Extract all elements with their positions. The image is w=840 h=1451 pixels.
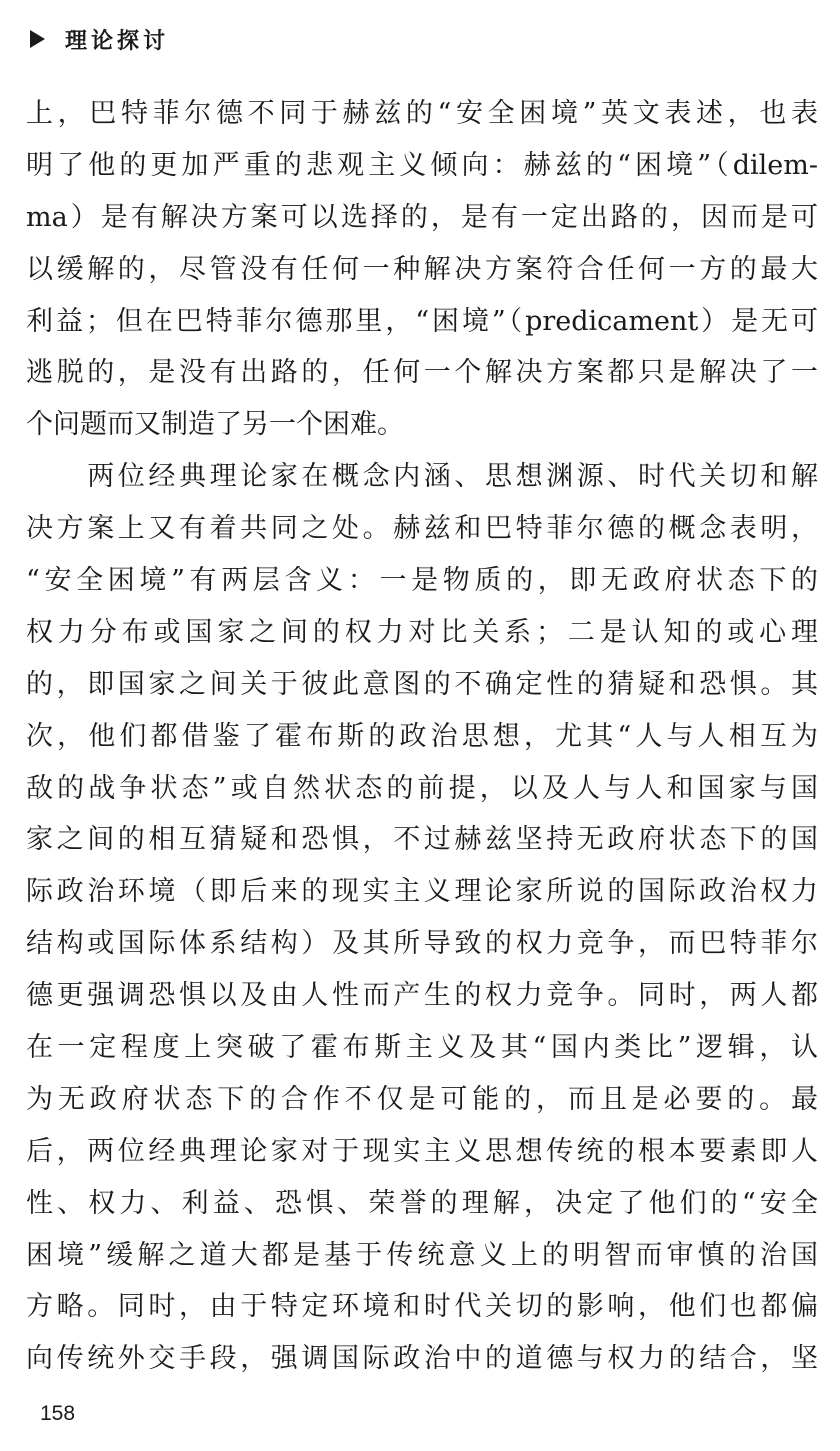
text-line: 困境”缓解之道大都是基于传统意义上的明智而审慎的治国 <box>26 1239 818 1271</box>
text-line: 个问题而又制造了另一个困难。 <box>26 409 404 441</box>
text-line: 家之间的相互猜疑和恐惧，不过赫兹坚持无政府状态下的国 <box>26 824 818 856</box>
text-line: 方略。同时，由于特定环境和时代关切的影响，他们也都偏 <box>26 1291 818 1323</box>
text-line: 以缓解的，尽管没有任何一种解决方案符合任何一方的最大 <box>26 253 818 285</box>
text-line: 决方案上又有着共同之处。赫兹和巴特菲尔德的概念表明， <box>26 513 818 545</box>
page-number: 158 <box>40 1402 76 1425</box>
text-line: 向传统外交手段，强调国际政治中的道德与权力的结合，坚 <box>26 1343 818 1375</box>
text-line: 权力分布或国家之间的权力对比关系；二是认知的或心理 <box>26 616 818 648</box>
section-title: 理论探讨 <box>65 28 170 54</box>
text-line: 际政治环境（即后来的现实主义理论家所说的国际政治权力 <box>26 876 818 908</box>
text-line: 两位经典理论家在概念内涵、思想渊源、时代关切和解 <box>26 461 818 493</box>
triangle-right-icon <box>30 30 45 48</box>
running-header <box>30 24 169 54</box>
text-line: 敌的战争状态”或自然状态的前提，以及人与人和国家与国 <box>26 772 818 804</box>
body-text <box>26 88 818 1385</box>
text-line: 在一定程度上突破了霍布斯主义及其“国内类比”逻辑，认 <box>26 1032 818 1064</box>
text-line: ma）是有解决方案可以选择的，是有一定出路的，因而是可 <box>26 201 818 233</box>
text-line: 的，即国家之间关于彼此意图的不确定性的猜疑和恐惧。其 <box>26 668 818 700</box>
text-line: 结构或国际体系结构）及其所导致的权力竞争，而巴特菲尔 <box>26 928 818 960</box>
text-line: 为无政府状态下的合作不仅是可能的，而且是必要的。最 <box>26 1083 818 1115</box>
text-line: 上，巴特菲尔德不同于赫兹的“安全困境”英文表述，也表 <box>26 98 818 129</box>
text-line: “安全困境”有两层含义：一是物质的，即无政府状态下的 <box>26 565 818 597</box>
text-line: 性、权力、利益、恐惧、荣誉的理解，决定了他们的“安全 <box>26 1187 818 1219</box>
text-line: 次，他们都借鉴了霍布斯的政治思想，尤其“人与人相互为 <box>26 720 818 752</box>
text-line: 德更强调恐惧以及由人性而产生的权力竞争。同时，两人都 <box>26 980 818 1012</box>
text-line: 明了他的更加严重的悲观主义倾向：赫兹的“困境”（dilem- <box>26 149 818 181</box>
text-line: 利益；但在巴特菲尔德那里，“困境”（predicament）是无可 <box>26 305 818 337</box>
text-line: 逃脱的，是没有出路的，任何一个解决方案都只是解决了一 <box>26 357 818 389</box>
text-line: 后，两位经典理论家对于现实主义思想传统的根本要素即人 <box>26 1135 818 1167</box>
